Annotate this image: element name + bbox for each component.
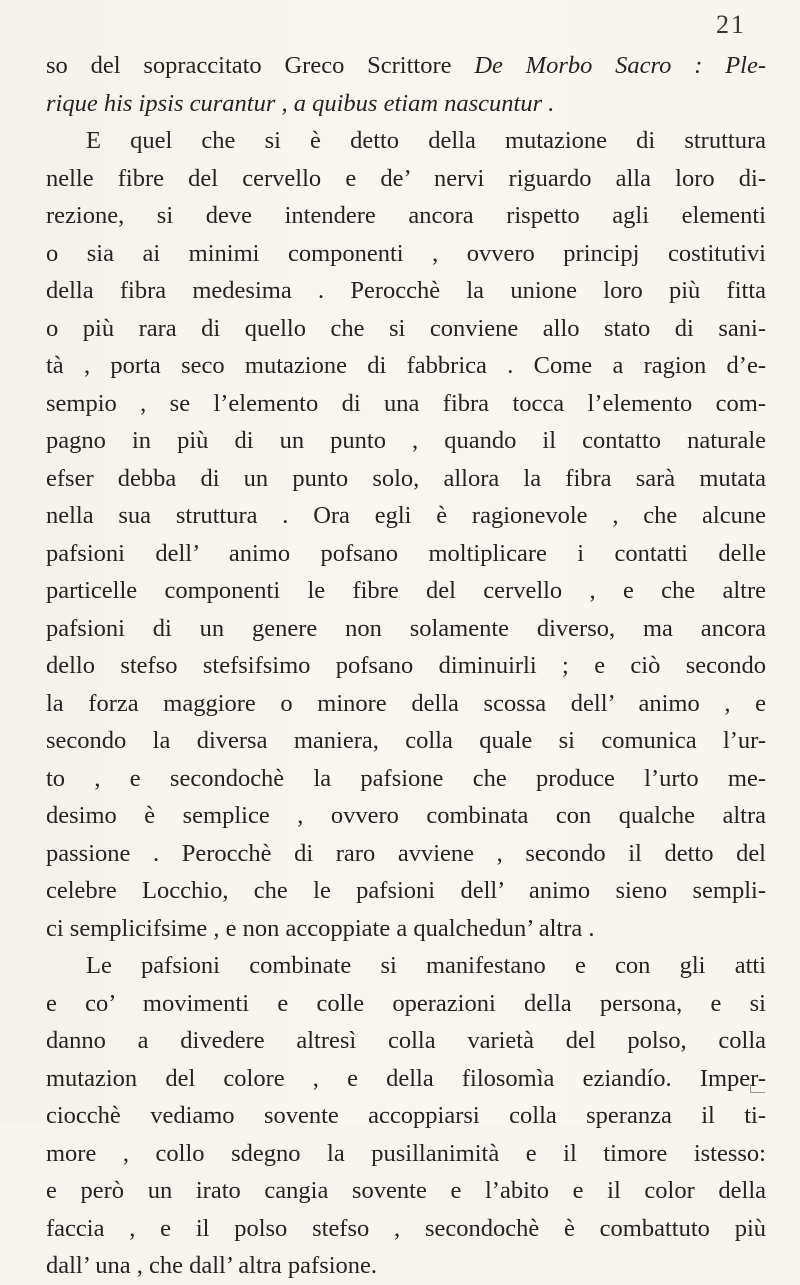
text-line — [46, 272, 766, 310]
text-line — [46, 1210, 766, 1248]
text-run: so del sopraccitato Greco Scrittore — [46, 52, 475, 79]
text-run: nelle fibre del cervello e de’ nervi riguardo alla loro di- — [46, 164, 766, 192]
text-run: della fibra medesima . Perocchè la unione loro più fitta — [46, 277, 766, 304]
text-run: secondo la diversa maniera, colla quale si comunica l’ur- — [46, 727, 766, 754]
text-run: more , collo sdegno la pusillanimità e il timore istesso: — [46, 1139, 766, 1167]
text-line — [46, 835, 766, 873]
text-line — [46, 797, 766, 835]
text-run: dello stefso stefsifsimo pofsano diminuirli ; e ciò secondo — [46, 652, 766, 679]
text-line — [46, 497, 766, 535]
text-line — [46, 122, 766, 160]
text-run: desimo è semplice , ovvero combinata con qualche altra — [46, 802, 766, 829]
text-run: e però un irato cangia sovente e l’abito e il color della — [46, 1177, 766, 1204]
italic-text: rique his ipsis curantur , a quibus etiam nascuntur . — [46, 89, 555, 117]
text-line — [46, 422, 766, 460]
text-run: la forza maggiore o minore della scossa dell’ animo , e — [46, 689, 766, 717]
text-run: faccia , e il polso stefso , secondochè è combattuto più — [46, 1214, 766, 1242]
text-line — [46, 1247, 766, 1285]
text-run: Le pafsioni combinate si manifestano e con gli atti — [86, 952, 766, 979]
text-line — [46, 647, 766, 685]
text-line — [46, 685, 766, 723]
italic-text: De Morbo Sacro : Ple- — [474, 52, 766, 79]
text-line — [46, 385, 766, 423]
text-run: rezione, si deve intendere ancora rispetto agli elementi — [46, 202, 766, 229]
text-line — [46, 347, 766, 385]
text-line — [46, 160, 766, 198]
text-run: particelle componenti le fibre del cervello , e che altre — [46, 577, 766, 604]
page-number: 21 — [716, 10, 746, 39]
text-line — [46, 235, 766, 273]
corner-mark — [750, 1084, 765, 1093]
text-run: to , e secondochè la pafsione che produce l’urto me- — [46, 764, 766, 792]
text-run: E quel che si è detto della mutazione di struttura — [86, 127, 766, 154]
body-text — [46, 47, 766, 1285]
text-line — [46, 85, 766, 123]
text-line — [46, 572, 766, 610]
text-line — [46, 1060, 766, 1098]
text-line — [46, 310, 766, 348]
text-line — [46, 1172, 766, 1210]
text-line — [46, 910, 766, 948]
text-line — [46, 1135, 766, 1173]
text-line — [46, 1097, 766, 1135]
text-run: sempio , se l’elemento di una fibra tocca l’elemento com- — [46, 389, 766, 417]
text-run: pafsioni dell’ animo pofsano moltiplicare i contatti delle — [46, 539, 766, 567]
text-run: celebre Locchio, che le pafsioni dell’ animo sieno sempli- — [46, 877, 766, 904]
text-run: danno a divedere altresì colla varietà del polso, colla — [46, 1027, 766, 1054]
text-run: nella sua struttura . Ora egli è ragionevole , che alcune — [46, 502, 766, 529]
text-run: efser debba di un punto solo, allora la fibra sarà mutata — [46, 464, 766, 492]
text-line — [46, 535, 766, 573]
text-line — [46, 722, 766, 760]
text-run: pagno in più di un punto , quando il contatto naturale — [46, 427, 766, 454]
text-run: ci semplicifsime , e non accoppiate a qualchedun’ altra . — [46, 914, 595, 942]
text-run: passione . Perocchè di raro avviene , secondo il detto del — [46, 839, 766, 867]
text-run: dall’ una , che dall’ altra pafsione. — [46, 1252, 378, 1279]
text-run: tà , porta seco mutazione di fabbrica . Come a ragion d’e- — [46, 352, 766, 379]
text-run: e co’ movimenti e colle operazioni della persona, e si — [46, 989, 766, 1017]
text-line — [46, 985, 766, 1023]
text-line — [46, 1022, 766, 1060]
text-line — [46, 460, 766, 498]
text-line — [46, 197, 766, 235]
text-line — [46, 610, 766, 648]
text-run: pafsioni di un genere non solamente diverso, ma ancora — [46, 614, 766, 642]
text-line — [46, 872, 766, 910]
text-line — [46, 47, 766, 85]
text-run: o più rara di quello che si conviene allo stato di sani- — [46, 314, 766, 342]
text-run: ciocchè vediamo sovente accoppiarsi colla speranza il ti- — [46, 1102, 766, 1129]
text-line — [46, 947, 766, 985]
text-run: mutazion del colore , e della filosomìa eziandío. Imper- — [46, 1064, 766, 1092]
text-run: o sia ai minimi componenti , ovvero principj costitutivi — [46, 239, 766, 267]
text-line — [46, 760, 766, 798]
